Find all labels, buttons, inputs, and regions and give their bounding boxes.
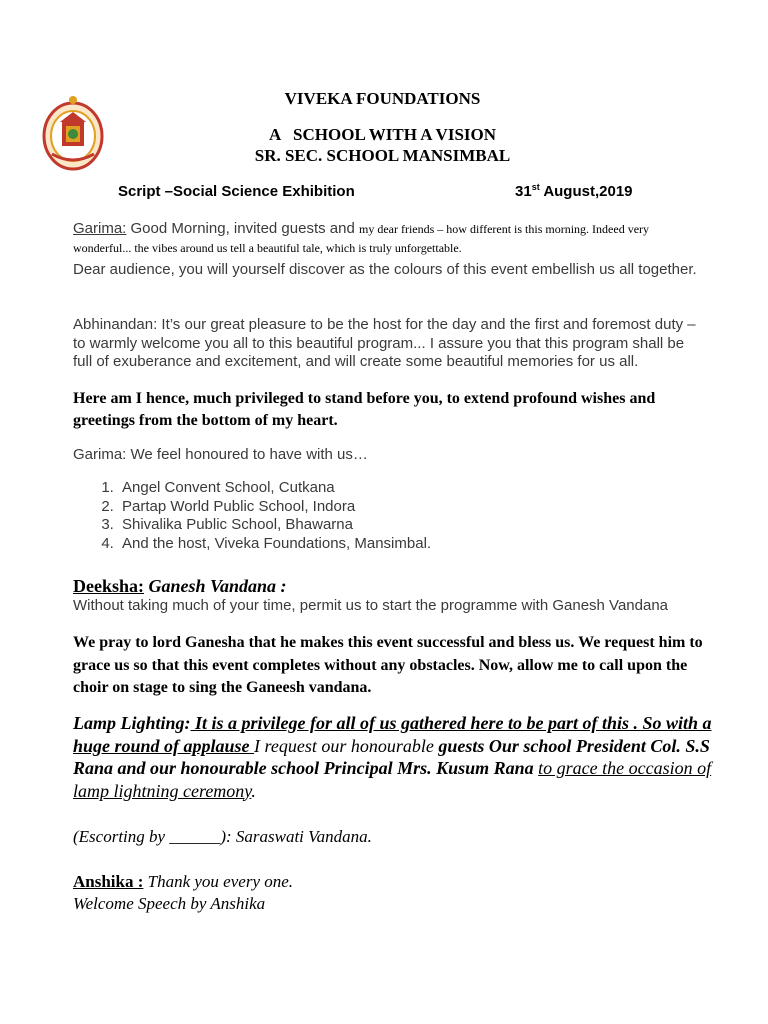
script-date xyxy=(515,183,633,200)
school-logo xyxy=(42,92,104,172)
privilege-text: It is a privilege for all of us gathered here to be part of this . So with a huge round of applause xyxy=(73,713,712,756)
date-day: 31 xyxy=(515,183,532,200)
hence-paragraph: Here am I hence, much privileged to stand before you, to extend profound wishes and greetings from the bottom of my heart. xyxy=(73,390,656,429)
grace-text: to grace the occasion of lamp lightning ceremony xyxy=(73,758,712,801)
speaker-deeksha: Deeksha: xyxy=(73,576,144,596)
request-text: I request our honourable xyxy=(254,735,439,756)
ganesh-vandana-title: Ganesh Vandana : xyxy=(144,576,287,596)
date-suffix: st xyxy=(531,182,540,192)
guests-text: guests Our school President Col. S.S Rana and our honourable school Principal Mrs. Kusum Rana xyxy=(73,735,710,778)
garima-text-a: Good Morning, invited guests and xyxy=(126,220,359,237)
lamp-lighting-label: Lamp Lighting: xyxy=(73,713,191,733)
list-item: 3. Shivalika Public School, Bhawarna xyxy=(118,516,431,535)
school-name: SR. SEC. SCHOOL MANSIMBAL xyxy=(254,146,511,165)
school-emblem-icon xyxy=(42,92,104,172)
anshika-line xyxy=(73,871,703,893)
school-list xyxy=(96,479,431,553)
abhinandan-paragraph: Abhinandan: It’s our great pleasure to be the host for the day and the first and foremost duty – to warmly welcome you all to this beautiful program... I assure you that this program shall be full of exuberance and excitement, and will create some beautiful memories for us all. xyxy=(73,316,696,370)
list-item: 1. Angel Convent School, Cutkana xyxy=(118,479,431,498)
deeksha-intro: Without taking much of your time, permit us to start the programme with Ganesh Vandana xyxy=(73,597,668,614)
list-item: 2. Partap World Public School, Indora xyxy=(118,498,431,517)
script-title: Script –Social Science Exhibition xyxy=(118,183,355,200)
welcome-speech-line: Welcome Speech by Anshika xyxy=(73,894,266,913)
speaker-anshika: Anshika : xyxy=(73,872,144,891)
deeksha-heading xyxy=(73,575,703,597)
escort-line: (Escorting by ______): Saraswati Vandana. xyxy=(73,827,372,846)
lamp-lighting-paragraph xyxy=(73,712,718,802)
garima-greeting xyxy=(73,220,703,257)
date-rest: August,2019 xyxy=(539,183,633,200)
page-title: VIVEKA FOUNDATIONS xyxy=(284,89,481,108)
school-motto: A SCHOOL WITH A VISION xyxy=(268,125,497,144)
list-item: 4. And the host, Viveka Foundations, Mansimbal. xyxy=(118,535,431,554)
garima-text-b: my dear friends – how different is this morning. Indeed very wonderful... the vibes around us tell a beautiful tale, which is truly unforgettable. xyxy=(73,222,650,255)
garima-honoured: Garima: We feel honoured to have with us… xyxy=(73,446,368,463)
prayer-paragraph: We pray to lord Ganesha that he makes this event successful and bless us. We request him to grace us so that this event completes without any obstacles. Now, allow me to call upon the choir on stage to sing the Ganeesh vandana. xyxy=(73,634,703,696)
dear-audience-paragraph: Dear audience, you will yourself discover as the colours of this event embellish us all together. xyxy=(73,261,697,278)
lamp-period: . xyxy=(251,780,256,801)
anshika-thanks: Thank you every one. xyxy=(143,872,294,891)
speaker-garima: Garima: xyxy=(73,220,127,237)
